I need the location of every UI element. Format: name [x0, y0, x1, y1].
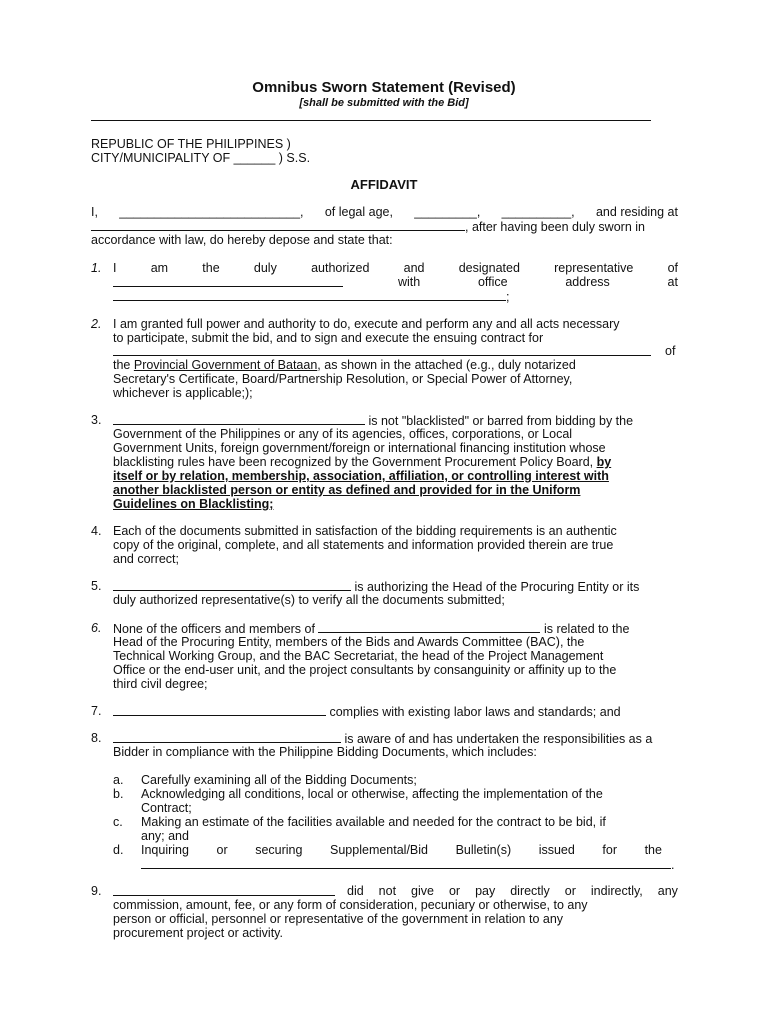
- item-1-line-1: I am the duly authorized and designated representative of: [113, 261, 678, 275]
- item-2-line-3-end: of: [665, 344, 676, 358]
- item-6-line-1: None of the officers and members of is related to the: [113, 622, 630, 636]
- bidder-blank-7: [113, 704, 326, 716]
- bidder-blank-5: [113, 579, 351, 591]
- item-2-line-3: [113, 344, 651, 359]
- item-7-number: 7.: [91, 704, 102, 718]
- item-5-number: 5.: [91, 579, 102, 593]
- item-3-line-5: itself or by relation, membership, association, affiliation, or controlling interest with: [113, 469, 609, 483]
- sub-c-line-1: Making an estimate of the facilities available and needed for the contract to be bid, if: [141, 815, 606, 829]
- sub-a-label: a.: [113, 773, 124, 787]
- item-7-line-1: complies with existing labor laws and standards; and: [113, 704, 621, 719]
- item-6-line-2: Head of the Procuring Entity, members of the Bids and Awards Committee (BAC), the: [113, 635, 585, 649]
- item-3-line-4: blacklisting rules have been recognized by the Government Procurement Policy Board, by: [113, 455, 612, 469]
- item-9-line-2: commission, amount, fee, or any form of consideration, pecuniary or otherwise, to any: [113, 898, 588, 912]
- item-3-line-3: Government Units, foreign government/foreign or international financing institution whose: [113, 441, 606, 455]
- item-1-number: 1.: [91, 261, 102, 275]
- sub-d-line-1: Inquiring or securing Supplemental/Bid Bulletin(s) issued for the: [141, 843, 662, 857]
- sub-d-line-2: .: [141, 857, 674, 872]
- bidder-blank-6: [318, 621, 540, 633]
- item-6-line-4: Office or the end-user unit, and the project consultants by consanguinity or affinity up to the: [113, 663, 617, 677]
- item-3-line-6: another blacklisted person or entity as defined and provided for in the Uniform: [113, 483, 581, 497]
- item-6-line-3: Technical Working Group, and the BAC Secretariat, the head of the Project Management: [113, 649, 604, 663]
- bidder-blank-8: [113, 731, 341, 743]
- document-title: Omnibus Sworn Statement (Revised): [252, 79, 516, 96]
- bidder-blank-3: [113, 413, 365, 425]
- venue-line-2: CITY/MUNICIPALITY OF ______ ) S.S.: [91, 151, 311, 165]
- sub-b-line-2: Contract;: [141, 801, 192, 815]
- item-9-number: 9.: [91, 884, 102, 898]
- sub-d-label: d.: [113, 843, 124, 857]
- item-9-line-1-blank: [113, 884, 335, 899]
- office-address-blank: [113, 289, 506, 301]
- affidavit-heading: AFFIDAVIT: [350, 177, 418, 192]
- sub-c-line-2: any; and: [141, 829, 189, 843]
- item-3-number: 3.: [91, 413, 102, 427]
- sub-a-text: Carefully examining all of the Bidding Documents;: [141, 773, 417, 787]
- sub-b-line-1: Acknowledging all conditions, local or otherwise, affecting the implementation of the: [141, 787, 603, 801]
- item-8-number: 8.: [91, 731, 102, 745]
- sub-c-label: c.: [113, 815, 123, 829]
- item-6-number: 6.: [91, 621, 102, 635]
- document-subtitle: [shall be submitted with the Bid]: [299, 97, 469, 109]
- item-4-line-2: copy of the original, complete, and all statements and information provided therein are true: [113, 538, 614, 552]
- bidder-blank-9: [113, 884, 335, 896]
- item-2-line-2: to participate, submit the bid, and to sign and execute the ensuing contract for: [113, 331, 544, 345]
- item-8-line-1: is aware of and has undertaken the responsibilities as a: [113, 731, 652, 746]
- intro-line-1: I, __________________________, of legal age, _________, __________, and residing at: [91, 205, 678, 219]
- item-1-line-2: [113, 275, 343, 290]
- title-rule: [91, 120, 651, 121]
- intro-line-2: , after having been duly sworn in: [91, 219, 645, 234]
- procuring-entity-name: Provincial Government of Bataan: [133, 358, 318, 372]
- item-8-line-2: Bidder in compliance with the Philippine Bidding Documents, which includes:: [113, 745, 537, 759]
- item-1-line-3: ;: [113, 289, 509, 304]
- project-blank-d: [141, 857, 671, 869]
- item-3-line-7: Guidelines on Blacklisting;: [113, 497, 274, 511]
- item-2-line-6: whichever is applicable;);: [113, 386, 253, 400]
- venue-line-1: REPUBLIC OF THE PHILIPPINES ): [91, 137, 291, 151]
- item-1-line-2-words: with office address at: [398, 275, 678, 289]
- item-2-line-4: the Provincial Government of Bataan, as shown in the attached (e.g., duly notarized: [113, 358, 576, 372]
- item-5-line-1: is authorizing the Head of the Procuring Entity or its: [113, 579, 639, 594]
- item-2-line-5: Secretary's Certificate, Board/Partnership Resolution, or Special Power of Attorney,: [113, 372, 573, 386]
- item-4-number: 4.: [91, 524, 102, 538]
- item-2-line-1: I am granted full power and authority to do, execute and perform any and all acts necessary: [113, 317, 620, 331]
- item-2-number: 2.: [91, 317, 102, 331]
- item-4-line-1: Each of the documents submitted in satisfaction of the bidding requirements is an authentic: [113, 524, 617, 538]
- intro-line-3: accordance with law, do hereby depose and state that:: [91, 233, 393, 247]
- item-5-line-2: duly authorized representative(s) to verify all the documents submitted;: [113, 593, 505, 607]
- item-9-line-1: did not give or pay directly or indirectly, any: [347, 884, 678, 898]
- address-blank: [91, 219, 465, 231]
- item-3-line-1: is not "blacklisted" or barred from bidding by the: [113, 413, 633, 428]
- item-3-line-2: Government of the Philippines or any of its agencies, offices, corporations, or Local: [113, 427, 573, 441]
- item-4-line-3: and correct;: [113, 552, 180, 566]
- item-9-line-4: procurement project or activity.: [113, 926, 283, 940]
- sub-b-label: b.: [113, 787, 124, 801]
- company-blank: [113, 275, 343, 287]
- item-6-line-5: third civil degree;: [113, 677, 208, 691]
- item-9-line-3: person or official, personnel or representative of the government in relation to any: [113, 912, 564, 926]
- project-blank: [113, 344, 651, 356]
